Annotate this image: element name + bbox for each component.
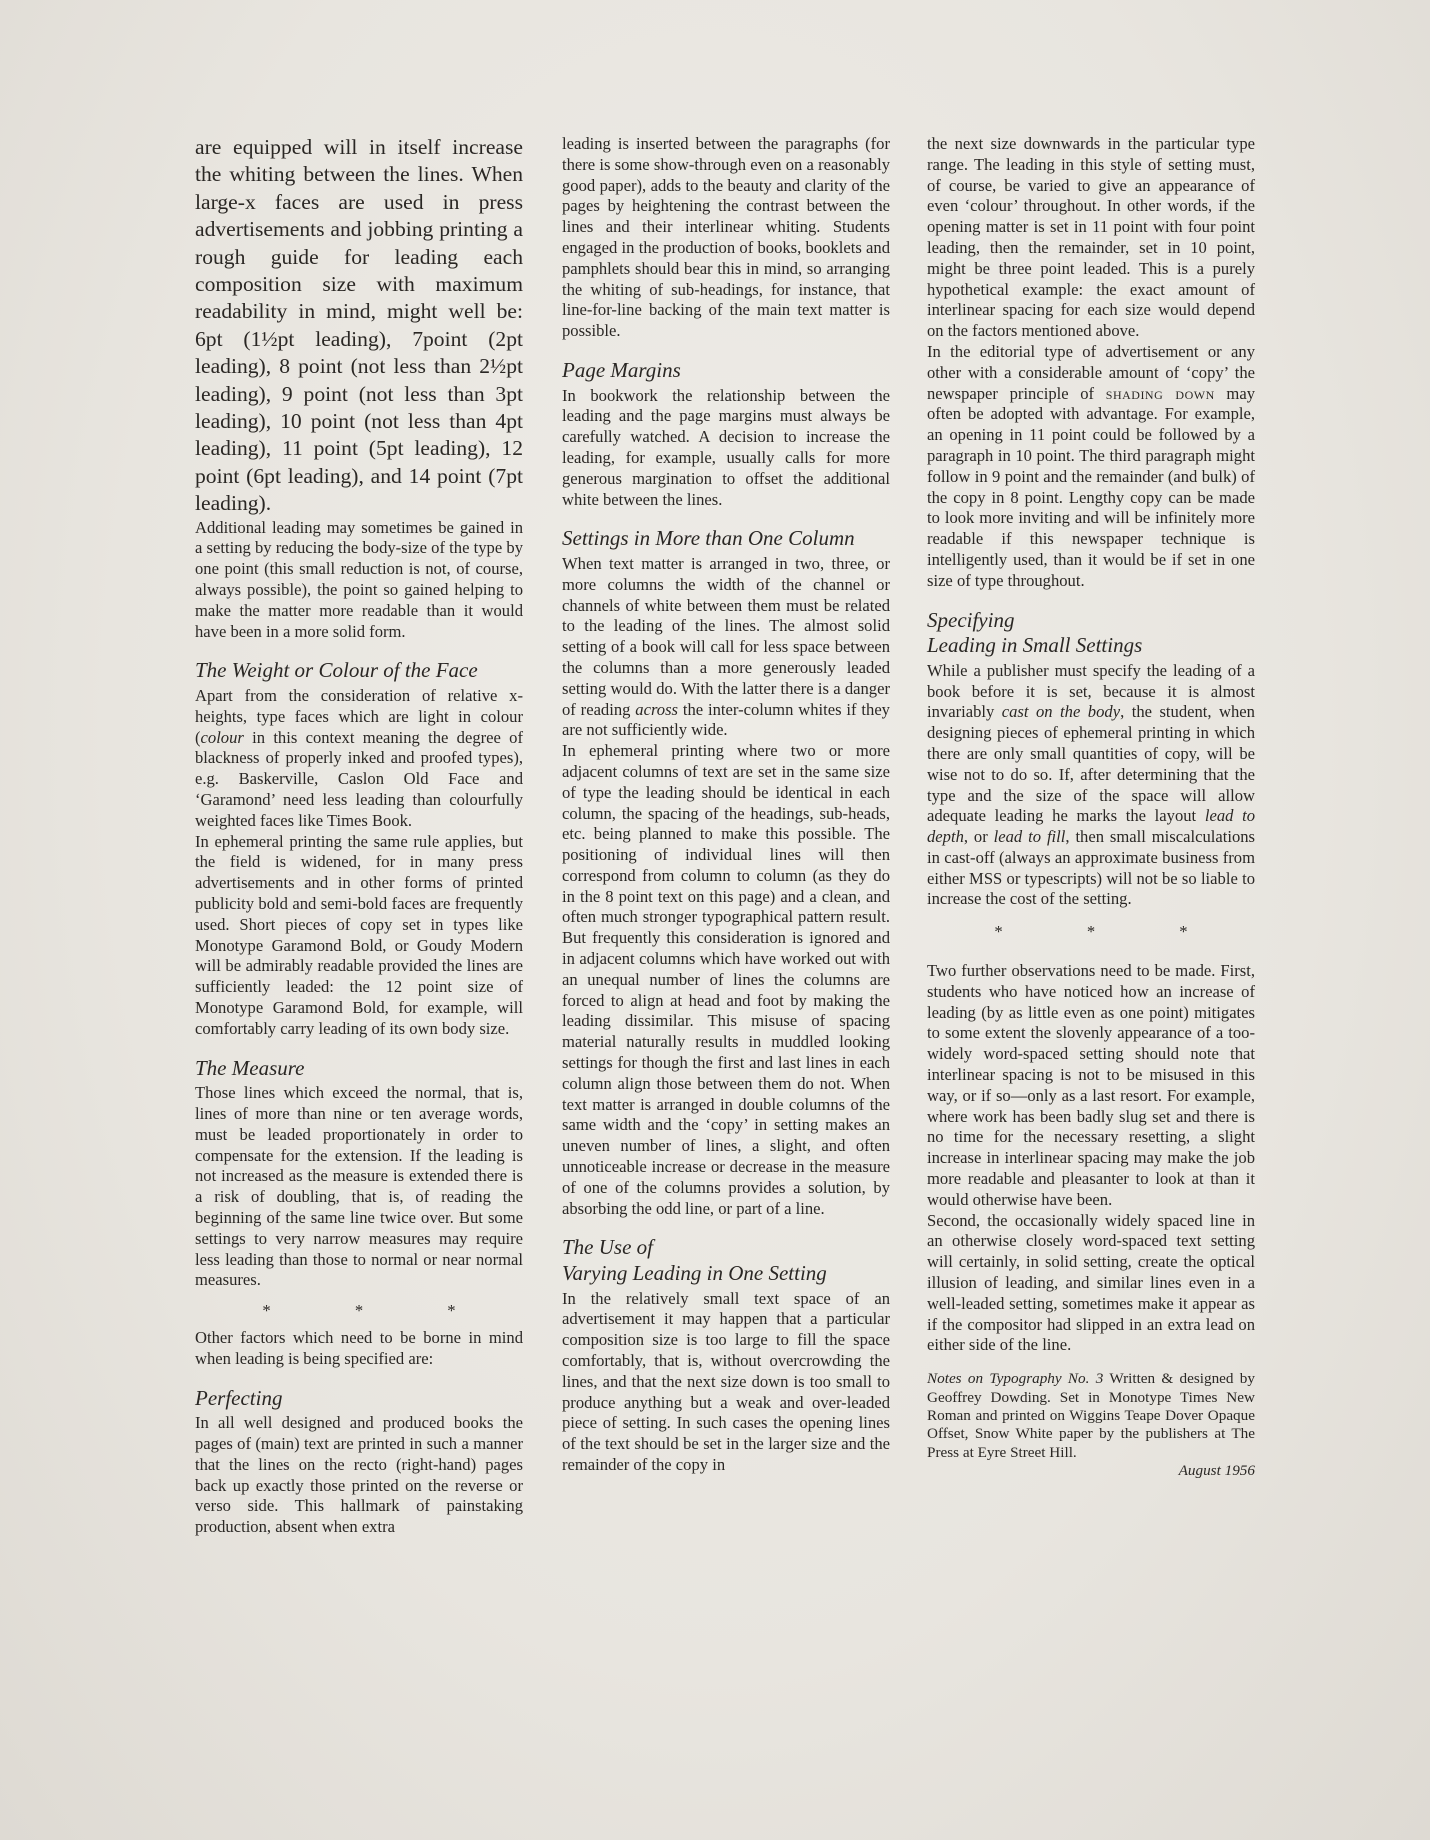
paragraph-measure: Those lines which exceed the normal, that is, lines of more than nine or ten average words, must be leaded proportionately in order to compensate for the extension. If the leading is not increased as the measure is extended there is a risk of doubling, that is, of reading the beginning of the same line twice over. But some settings to very narrow measures may require less leading than those to normal or near normal measures. [195, 1083, 523, 1290]
heading-page-margins: Page Margins [562, 357, 681, 382]
paragraph-varying-cont: the next size downwards in the particular type range. The leading in this style of setting must, of course, be varied to give an appearance of even ‘colour’ throughout. In other words, if the opening matter is set in 11 point with four point leading, then the remainder, set in 10 point, might be three point leaded. This is a purely hypothetical example: the exact amount of interlinear spacing for each size would depend on the factors mentioned above. [927, 134, 1255, 341]
paragraph-columns-2: In ephemeral printing where two or more adjacent columns of text are set in the same size of type the leading should be identical in each column, the spacing of the headings, sub-heads, etc. being planned to make this possible. The positioning of individual lines will then correspond from column to column (as they do in the 8 point text on this page) and a clean, and often much stronger typographical pattern result. But frequently this consideration is ignored and in adjacent columns which have worked out with an unequal number of lines the columns are forced to align at head and foot by making the leading dissimilar. This misuse of spacing material naturally results in muddled looking settings for though the first and last lines in each column align those between them do not. When text matter is arranged in double columns of the same width and the ‘copy’ in setting makes an uneven number of lines, a slight, and often unnoticeable increase or decrease in the measure of one of the columns provides a solution, by absorbing the odd line, or part of a line. [562, 741, 890, 1218]
paragraph-additional-leading: Additional leading may sometimes be gained in a setting by reducing the body-size of the type by one point (this small reduction is not, of course, always possible), the point so gained helping to make the matter more readable than it would have been in a more solid form. [195, 517, 523, 641]
paragraph-weight-2: In ephemeral printing the same rule applies, but the field is widened, for in many press advertisements and in other forms of printed publicity bold and semi-bold faces are frequently used. Short pieces of copy set in types like Monotype Garamond Bold, or Goudy Modern will be admirably readable provided the lines are sufficiently leaded: the 12 point size of Monotype Garamond Bold, for example, will comfortably carry leading of its own body size. [195, 831, 523, 1038]
column-3 [927, 134, 1255, 1481]
paragraph-varying-leading: In the relatively small text space of an advertisement it may happen that a particular composition size is too large to fill the space comfortably, that is, without overcrowding the lines, and that the next size down is too small to produce anything but a weak and over-leaded piece of setting. In such cases the opening lines of the text should be set in the larger size and the remainder of the copy in [562, 1288, 890, 1474]
column-1 [195, 134, 523, 1538]
column-2 [562, 134, 890, 1476]
paragraph-specifying: While a publisher must specify the leading of a book before it is set, because it is almost invariably cast on the body, the student, when designing pieces of ephemeral printing in which there are only small quantities of copy, will be wise not to do so. If, after determining that the type and the size of the space will allow adequate leading he marks the layout lead to depth, or lead to fill, then small miscalculations in cast-off (always an approximate business from either MSS or typescripts) will not be so liable to increase the cost of the setting. [927, 660, 1255, 909]
section-divider-stars: * * * [262, 1301, 496, 1321]
paragraph-shading-down: In the editorial type of advertisement or any other with a considerable amount of ‘copy’ the newspaper principle of shading down may often be adopted with advantage. For example, an opening in 11 point could be followed by a paragraph in 10 point. The third paragraph might follow in 9 point and the remainder (and bulk) of the copy in 8 point. Lengthy copy can be made to look more inviting and will be infinitely more readable if this newspaper technique is intelligently used, than it would be if set in one size of type throughout. [927, 341, 1256, 590]
heading-weight-colour: The Weight or Colour of the Face [195, 658, 478, 683]
heading-varying-leading: The Use of Varying Leading in One Setting [562, 1235, 827, 1286]
paragraph-observations-2: Second, the occasionally widely spaced line in an otherwise closely word-spaced text setting will certainly, in solid setting, create the optical illusion of leading, and similar lines even in a well-leaded setting, sometimes make it appear as if the compositor had slipped in an extra lead on either side of the line. [927, 1210, 1255, 1355]
paragraph-perfecting: In all well designed and produced books the pages of (main) text are printed in such a manner that the lines on the recto (right-hand) pages back up exactly those printed on the reverse or verso side. This hallmark of painstaking production, absent when extra [195, 1413, 523, 1537]
paragraph-perfecting-cont: leading is inserted between the paragraphs (for there is some show-through even on a reasonably good paper), adds to the beauty and clarity of the pages by heightening the contrast between the lines and their interlinear whiting. Students engaged in the production of books, booklets and pamphlets should bear this in mind, so arranging the whiting of sub-headings, for instance, that line-for-line backing of the main text matter is possible. [562, 134, 890, 341]
paragraph-page-margins: In bookwork the relationship between the leading and the page margins must always be carefully watched. A decision to increase the leading, for example, usually calls for more generous margination to offset the additional white between the lines. [562, 385, 890, 509]
paragraph-other-factors: Other factors which need to be borne in mind when leading is being specified are: [195, 1327, 523, 1368]
paragraph-weight-1: Apart from the consideration of relative x-heights, type faces which are light in colour (colour in this context meaning the degree of blackness of properly inked and proofed types), e.g. Baskerville, Caslon Old Face and ‘Garamond’ need less leading than colourfully weighted faces like Times Book. [195, 686, 523, 830]
heading-measure: The Measure [195, 1055, 305, 1080]
paragraph-columns-1: When text matter is arranged in two, three, or more columns the width of the channel or channels of white between them must be related to the leading of the lines. The almost solid setting of a book will call for less space between the columns than a more generously leaded setting would do. With the latter there is a danger of reading across the inter-column whites if they are not sufficiently wide. [562, 553, 890, 740]
paragraph-observations-1: Two further observations need to be made. First, students who have noticed how an increase of leading (by as little even as one point) mitigates to some extent the slovenly appearance of a too-widely word-spaced setting should note that interlinear spacing is not to be misused in this way, or if so—only as a last resort. For example, where work has been badly slug set and there is no time for the necessary resetting, a slight increase in interlinear spacing may make the job more readable and pleasanter to look at than it would otherwise have been. [927, 961, 1255, 1209]
heading-perfecting: Perfecting [195, 1385, 283, 1410]
section-divider-stars: * * * [994, 922, 1228, 942]
lead-paragraph: are equipped will in itself increase the whiting between the lines. When large-x faces are used in press advertisements and jobbing printing a rough guide for leading each composition size with maximum readability in mind, might well be: 6pt (1½pt leading), 7point (2pt leading), 8 point (not less than 2½pt leading), 9 point (not less than 3pt leading), 10 point (not less than 4pt leading), 11 point (5pt leading), 12 point (6pt leading), and 14 point (7pt leading). [195, 135, 523, 516]
colophon-date: August 1956 [1178, 1462, 1255, 1480]
heading-more-than-one-column: Settings in More than One Column [562, 526, 855, 551]
heading-specifying-leading: Specifying Leading in Small Settings [927, 607, 1143, 658]
colophon: Notes on Typography No. 3 Written & designed by Geoffrey Dowding. Set in Monotype Times New Roman and printed on Wiggins Teape Dover Opaque Offset, Snow White paper by the publishers at The Press at Eyre Street Hill. [927, 1370, 1255, 1461]
